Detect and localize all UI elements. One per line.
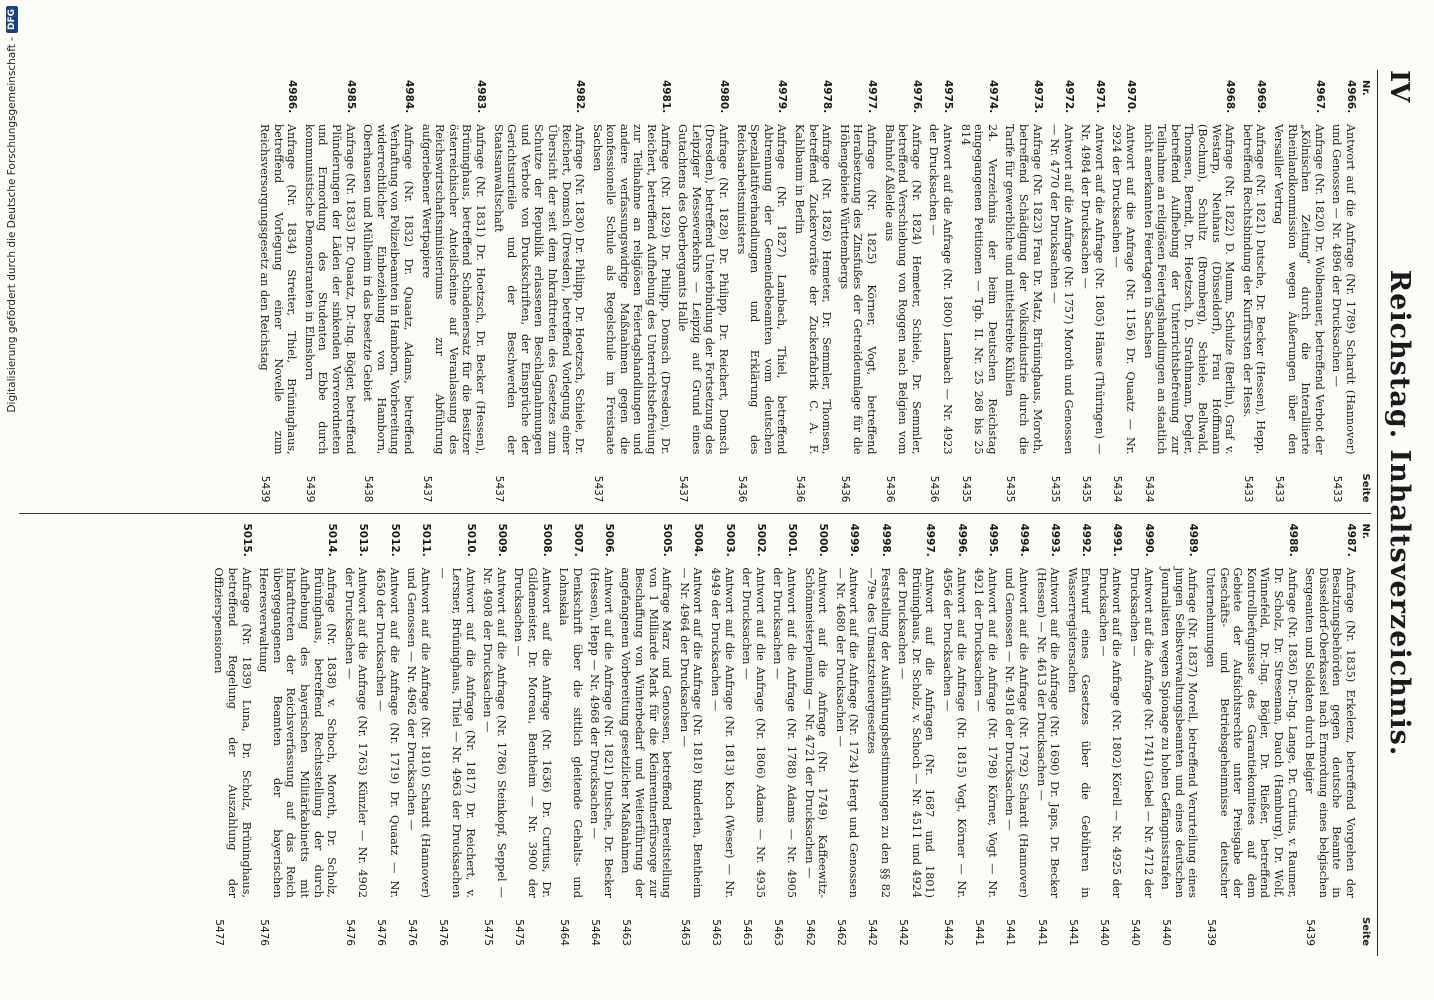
index-entry	[1048, 80, 1075, 503]
index-entry	[419, 80, 487, 503]
entry-text: Anfrage (Nr. 1836) Dr.-Ing. Lange, Dr. Curtius, v. Raumer, Dr. Scholz, Dr. Streseman, Dauch (Hamburg), Dr. Wolf, Winnefeld, Dr.-Ing. Bögler, Dr. Rießer, betreffend Kontrollbefugnisse des Garantiekomitees auf dem Gebiete der Aufsichtsrechte unter Preisgabe der Geschäfts- und Betriebsgeheimnisse deutscher Unternehmungen	[1204, 567, 1299, 898]
entry-text: Anfrage (Nr. 1828) Dr. Philipp, Dr. Reichert, Domsch (Dresden), betreffend Unterbindung der Fortsetzung des Leipziger Messeverkehrs — Leipzig auf Grund eines Gutachtens des Oberbergamts Halle	[676, 124, 731, 455]
credit-strip	[6, 0, 20, 1000]
entry-number: 4994.	[1017, 523, 1030, 557]
entry-number: 4966.	[1345, 80, 1357, 114]
index-entry	[361, 80, 415, 503]
entry-text: Anfrage (Nr. 1820) Dr. Wolbenauer, betreffend Verbot der „Kölnischen Zeitung“ durch die Interalliierte Rheinlandkommission wegen Äußerungen über den Versailler Vertrag	[1272, 124, 1326, 455]
entry-number: 5002.	[754, 523, 767, 557]
entry-page: 5433	[1241, 475, 1254, 503]
index-entry	[740, 524, 767, 947]
entry-number: 4990.	[1142, 523, 1155, 557]
index-entry	[927, 80, 954, 503]
entry-text: Antwort auf die Anfrage (Nr. 1763) Künzler — Nr. 4902 der Drucksachen —	[342, 567, 370, 898]
seite-label: Seite	[1360, 473, 1371, 503]
page-header	[1377, 70, 1424, 956]
entry-text: Anfrage (Nr. 1829) Dr. Philipp, Domsch (Dresden), Dr. Reichert, betreffend Aufhebung des Unterrichtsbefreiung zur Teilnahme an religiösen Feiertagshandlungen und andere verfassungswidrige Maßnahmen gegen die konfessionelle Schule als Regelschule im Freistaate Sachsen	[590, 124, 672, 455]
index-entry	[512, 524, 553, 947]
entry-page: 5463	[772, 919, 785, 946]
entry-number: 4978.	[821, 80, 834, 114]
index-entry	[882, 80, 923, 503]
entry-text: Antwort auf die Anfrage (Nr. 1821) Dutsche, Dr. Becker (Hessen), Hepp — Nr. 4968 der Drucksachen —	[588, 567, 615, 898]
entry-text: Antwort auf die Anfragen (Nr. 1687 und 1801) Brüninghaus, Dr. Scholz, v. Schoch — Nr. 4511 und 4924 der Drucksachen —	[896, 567, 937, 898]
entry-page: 5434	[1111, 475, 1124, 503]
index-entry	[436, 524, 477, 947]
index-entry	[958, 80, 999, 503]
entry-number: 4998.	[879, 523, 892, 557]
entry-page: 5476	[437, 919, 450, 946]
entry-text: 24. Verzeichnis der beim Deutschen Reichstag eingegangenen Petitionen — Tgb. II. Nr. 25 268 bis 25 814	[958, 124, 999, 455]
entry-number: 4976.	[910, 80, 923, 114]
entry-number: 4977.	[866, 80, 878, 114]
entry-page: 5463	[620, 919, 633, 946]
entry-page: 5437	[492, 475, 505, 503]
entry-number: 4967.	[1313, 80, 1326, 114]
entry-number: 5004.	[692, 523, 705, 557]
entry-text: Antwort auf die Anfrage (Nr. 1813) Koch (Weser) — Nr. 4949 der Drucksachen —	[709, 567, 736, 898]
column-header	[1357, 80, 1371, 503]
right-column	[19, 513, 1371, 957]
entry-text: Antwort auf die Anfrage (Nr. 1636) Dr. Curtius, Dr. Gildemeister, Dr. Moreau, Bentheim — Nr. 3900 der Drucksachen —	[512, 567, 553, 898]
entry-text: Antwort auf die Anfrage (Nr. 1690) Dr. Japs, Dr. Becker (Hessen) — Nr. 4613 der Drucksachen —	[1034, 567, 1062, 898]
index-entry	[940, 524, 967, 947]
entry-page: 5436	[735, 475, 748, 503]
entry-page: 5436	[794, 475, 807, 503]
index-entry	[212, 524, 253, 947]
left-column	[19, 70, 1371, 513]
index-entry	[619, 524, 673, 947]
entry-page: 5477	[213, 919, 226, 946]
entry-text: Antwort auf die Anfrage (Nr. 1805) Hänse (Thüringen) — Nr. 4984 der Drucksachen —	[1079, 124, 1106, 455]
entry-number: 5001.	[786, 523, 799, 557]
entry-number: 4969.	[1255, 80, 1268, 114]
entry-text: Anfrage (Nr. 1832) Dr. Quaatz, Adams, betreffend Verhaftung von Polizeibeamten in Hamborn, Vorbereitung widerrechtlicher Einbeziehung von Hamborn, Oberhausen und Mülheim in das besetzte Gebiet	[361, 124, 415, 455]
index-entry	[590, 80, 672, 503]
entry-text: Antwort auf die Anfrage (Nr. 1749) Kaffeewitz-Schönmeisterplenning — Nr. 4721 der Drucksachen —	[802, 567, 830, 898]
index-entry	[1141, 80, 1236, 503]
index-entry	[588, 524, 615, 947]
entry-text: Antwort auf die Anfrage (Nr. 1800) Lambach — Nr. 4923 der Drucksachen —	[927, 124, 954, 455]
entry-page: 5463	[710, 919, 723, 946]
index-entry	[342, 524, 369, 947]
entry-text: Anfrage (Nr. 1838) v. Schoch, Moroth, Dr. Scholz, Brüninghaus, betreffend Rechtsstellung der durch Aufhebung des bayerischen Militärkabinetts mit Inkrafttreten der Reichsverfassung auf das Reich übergegangenen Beamten der bayerischen Heeresverwaltung	[257, 567, 339, 898]
entry-text: Anfrage (Nr. 1839) Luna, Dr. Scholz, Brüninghaus, betreffend Regelung der Auszahlung der Offizierspensionen	[212, 567, 253, 898]
entry-number: 4995.	[986, 523, 999, 557]
index-entry	[837, 80, 878, 503]
entry-text: Feststellung der Ausführungsbestimmungen zu den §§ 82—79e des Umsatzsteuergesetzes	[865, 567, 892, 898]
entry-text: Anfrage (Nr. 1833) Dr. Quaatz, Dr.-Ing. Bögler, betreffend Plünderungen der Läden der sinkenden Vorverordneten und Ermordung des Studenten Ebbe durch kommunistische Demonstranten in Elmshorn	[302, 124, 357, 455]
entry-text: Antwort auf die Anfrage (Nr. 1156) Dr. Quaatz — Nr. 2924 der Drucksachen —	[1110, 124, 1138, 455]
nr-label: Nr.	[1360, 523, 1371, 540]
entry-number: 4988.	[1286, 523, 1299, 557]
entry-number: 4983.	[474, 80, 487, 114]
entry-page: 5476	[375, 919, 387, 946]
entry-page: 5433	[1273, 475, 1286, 503]
entry-number: 4992.	[1080, 523, 1093, 557]
entry-page: 5434	[1142, 475, 1155, 503]
entry-number: 4970.	[1125, 80, 1138, 114]
index-entry	[1303, 524, 1357, 947]
entry-number: 5012.	[388, 523, 401, 557]
entry-text: Anfrage (Nr. 1834) Streiter, Thiel, Brüninghaus, betreffend Vorlegung einer Novelle zum Reichsversorgungsgesetz an den Reichstag	[258, 124, 299, 455]
entry-text: Antwort auf die Anfrage (Nr. 1817) Dr. Reichert, v. Lersner, Brüninghaus, Thiel — Nr. 4963 der Drucksachen —	[436, 567, 477, 898]
entry-number: 4984.	[403, 80, 415, 114]
entry-list	[208, 524, 1357, 947]
index-entry	[481, 524, 508, 947]
entry-page: 5463	[741, 919, 754, 946]
index-entry	[677, 524, 704, 947]
entry-text: Anfrage (Nr. 1825) Körner, Vogt, betreffend Herabsetzung des Zinsfußes der Getreideumlage für die Höhengebiete Württembergs	[837, 124, 878, 455]
index-entry	[771, 524, 798, 947]
entry-text: Anfrage (Nr. 1837) Morell, betreffend Verurteilung eines jungen Selbstverwaltungsbeamten und eines deutschen Journalisten wegen Spionage zu hohen Gefängnisstrafen	[1159, 567, 1200, 898]
entry-number: 4986.	[286, 80, 299, 114]
entry-text: Denkschrift über die sittlich gleitende Gehalts- und Lohnskala	[557, 567, 584, 898]
entry-text: Anfrage (Nr. 1824) Hemeter, Schiele, Dr. Semmler, betreffend Verschiebung von Roggen nach Belgien vom Bahnhof Aßlelde aus	[882, 124, 923, 455]
entry-number: 5015.	[240, 523, 253, 557]
entry-page: 5438	[362, 475, 375, 503]
entry-number: 4991.	[1111, 523, 1124, 557]
seite-label: Seite	[1360, 917, 1371, 946]
entry-page: 5437	[420, 475, 433, 503]
entry-page: 5441	[1035, 919, 1048, 946]
index-entry	[1240, 80, 1267, 503]
index-entry	[373, 524, 400, 947]
entry-number: 4985.	[344, 80, 357, 114]
index-entry	[1079, 80, 1106, 503]
entry-page: 5435	[1080, 475, 1093, 503]
entry-number: 4982.	[574, 80, 587, 114]
entry-page: 5441	[973, 919, 986, 946]
entry-page: 5435	[1004, 475, 1017, 503]
index-entry	[802, 524, 829, 947]
index-entry	[1159, 524, 1200, 947]
entry-number: 5000.	[817, 523, 830, 557]
entry-text: Anfrage (Nr. 1831) Dr. Hoetzsch, Dr. Becker (Hessen), Brüninghaus, betreffend Schadenersatz für die Besitzer österreichischer Anteilscheine auf Veranlassung des Reichswirtschaftsministeriums zur Abführung aufgeriebener Wertpapiere	[419, 124, 487, 455]
entry-number: 4979.	[776, 80, 789, 114]
index-entry	[792, 80, 833, 503]
entry-text: Anfrage (Nr. 1826) Hemeter, Dr. Semmler, Thomsen, betreffend Zuckervorräte der Zuckerfabrik C. A. F. Kahlbaum in Berlin	[793, 124, 834, 455]
entry-text: Antwort auf die Anfrage (Nr. 1719) Dr. Quaatz — Nr. 4650 der Drucksachen —	[374, 567, 401, 898]
entry-page: 5440	[1097, 919, 1110, 946]
entry-text: Anfrage (Nr. 1822) D. Mumm, Schulze (Berlin), Graf v. Westarp, Neuhaus (Düsseldorf), Frau Hoffmann (Bochum), Schultz (Bromberg), Schiele, Bellwald, Thomsen, Berndt, Dr. Hoetzsch, D. Strathmann, Degler, betreffend Aufhebung der Unterrichtsbefreiung zur Teilnahme an religiösen Feiertagshandlungen an staatlich nicht anerkannten Feiertagen in Sachsen	[1141, 124, 1237, 455]
entry-text: Antwort auf die Anfrage (Nr. 1810) Schardt (Hannover) und Genossen — Nr. 4962 der Drucksachen —	[405, 567, 432, 898]
entry-number: 4999.	[848, 523, 861, 557]
index-entry	[1110, 80, 1137, 503]
index-entry	[864, 524, 891, 947]
index-entry	[896, 524, 937, 947]
index-entry	[1003, 524, 1030, 947]
entry-text: Anfrage (Nr. 1827) Lambach, Thiel, betreffend Abtrennung der Gemeindebeamten vom deutschen Speziallatifverhandlungen und Erklärung des Reichsarbeitsministers	[734, 124, 789, 455]
entry-list	[253, 80, 1357, 503]
entry-page: 5462	[803, 919, 816, 946]
index-entry	[1003, 80, 1044, 503]
entry-page: 5462	[834, 919, 847, 946]
entry-text: Antwort auf die Anfrage (Nr. 1786) Steinkopf, Seppel — Nr. 4908 der Drucksachen —	[481, 567, 508, 898]
entry-page: 5437	[591, 475, 604, 503]
entry-text: Antwort auf die Anfrage (Nr. 1798) Körner, Vogt — Nr. 4921 der Drucksachen —	[972, 567, 999, 898]
entry-number: 5005.	[661, 523, 674, 557]
index-entry	[491, 80, 586, 503]
entry-page: 5436	[838, 475, 851, 503]
entry-number: 5003.	[723, 523, 736, 557]
index-entry	[972, 524, 999, 947]
credit-text: Digitalisierung gefördert durch die Deutsche Forschungsgemeinschaft -	[6, 37, 18, 413]
index-entry	[1065, 524, 1092, 947]
index-entry	[1096, 524, 1123, 947]
entry-number: 4972.	[1062, 80, 1075, 114]
entry-number: 4981.	[659, 80, 672, 114]
entry-number: 4997.	[924, 523, 937, 557]
entry-page: 5433	[1331, 475, 1344, 503]
entry-page: 5475	[482, 919, 495, 946]
index-entry	[1203, 524, 1298, 947]
entry-text: Antwort auf die Anfrage (Nr. 1741) Giebel — Nr. 4712 der Drucksachen —	[1128, 567, 1155, 898]
entry-text: Antwort auf die Anfrage (Nr. 1815) Vogt, Körner — Nr. 4956 der Drucksachen —	[940, 567, 968, 898]
entry-page: 5439	[303, 475, 316, 503]
entry-text: Antwort auf die Anfrage (Nr. 1789) Schardt (Hannover) und Genossen — Nr. 4896 der Drucksachen —	[1330, 124, 1357, 455]
index-entry	[1034, 524, 1061, 947]
index-entry	[833, 524, 860, 947]
entry-page: 5464	[589, 919, 602, 946]
entry-page: 5463	[678, 919, 691, 946]
entry-number: 4987.	[1345, 523, 1357, 557]
entry-page: 5435	[1049, 475, 1062, 503]
index-entry	[557, 524, 584, 947]
entry-text: Antwort auf die Anfrage (Nr. 1757) Moroth und Genossen — Nr. 4770 der Drucksachen —	[1048, 124, 1075, 455]
entry-page: 5436	[928, 475, 941, 503]
entry-page: 5442	[897, 919, 910, 946]
entry-number: 4974.	[986, 80, 999, 114]
entry-page: 5440	[1129, 919, 1142, 946]
entry-number: 4973.	[1031, 80, 1044, 114]
entry-number: 5011.	[419, 523, 432, 557]
entry-text: Antwort auf die Anfrage (Nr. 1818) Rinderlen, Bentheim — Nr. 4964 der Drucksachen —	[677, 567, 705, 898]
entry-number: 4996.	[955, 523, 968, 557]
index-entry	[302, 80, 356, 503]
index-entry	[257, 80, 298, 503]
index-entry	[1128, 524, 1155, 947]
entry-number: 5014.	[326, 523, 339, 557]
index-entry	[1330, 80, 1357, 503]
entry-number: 4989.	[1187, 523, 1200, 557]
entry-page: 5441	[1066, 919, 1079, 946]
entry-text: Anfrage (Nr. 1830) Dr. Philipp, Dr. Hoetzsch, Schiele, Dr. Reichert, Domsch (Dresden), betreffend Vorlegung einer Übersicht der seit dem Inkrafttreten des Gesetzes zum Schutze der Republik erlassenen Beschlagnahmungen und Verbote von Druckschriften, der Einsprüche der Gerichtsurteile und der Beschwerden der Staatsanwaltschaft	[491, 124, 587, 455]
page-number: IV	[1384, 70, 1414, 103]
entry-text: Antwort auf die Anfrage (Nr. 1724) Hergt und Genossen — Nr. 4680 der Drucksachen —	[833, 567, 861, 898]
index-columns	[19, 70, 1371, 956]
index-entry	[257, 524, 339, 947]
entry-page: 5476	[406, 919, 419, 946]
entry-page: 5475	[513, 919, 526, 946]
entry-text: Anfrage (Nr. 1835) Erkelenz, betreffend Vorgehen der Besatzungsbehörden gegen deutsche Beamte in Düsseldorf-Oberkassel nach Ermordung eines belgischen Sergeanten und Soldaten durch Belgier	[1303, 567, 1357, 898]
entry-number: 5007.	[571, 523, 584, 557]
index-entry	[676, 80, 730, 503]
entry-page: 5437	[677, 475, 690, 503]
entry-page: 5439	[1205, 919, 1218, 946]
index-entry	[1271, 80, 1325, 503]
index-entry	[734, 80, 788, 503]
entry-page: 5442	[941, 919, 954, 946]
entry-number: 4993.	[1049, 523, 1062, 557]
entry-number: 4980.	[718, 80, 731, 114]
entry-text: Antwort auf die Anfrage (Nr. 1792) Schardt (Hannover) und Genossen — Nr. 4918 der Drucksachen —	[1003, 567, 1030, 898]
entry-page: 5439	[1304, 919, 1317, 946]
entry-number: 5006.	[602, 523, 615, 557]
entry-page: 5441	[1004, 919, 1017, 946]
entry-text: Antwort auf die Anfrage (Nr. 1788) Adams — Nr. 4905 der Drucksachen —	[771, 567, 799, 898]
entry-text: Anfrage Marz und Genossen, betreffend Bereitstellung von 1 Milliarde Mark für die Kleinrentnerfürsorge zur Beschaffung von Winterbedarf und Weiterführung der angefangenen Vorbereitung gesetzlicher Maßnahmen	[619, 567, 674, 898]
entry-text: Anfrage (Nr. 1823) Frau Dr. Matz, Brüninghaus, Moroth, betreffend Schädigung der Volksindustrie durch die Tarife für gewerbliche und mittelstrebte Kühlen	[1003, 124, 1044, 455]
entry-number: 5010.	[464, 523, 477, 557]
entry-number: 4968.	[1224, 80, 1237, 114]
index-entry	[708, 524, 735, 947]
entry-page: 5442	[866, 919, 878, 946]
entry-page: 5440	[1160, 919, 1173, 946]
entry-number: 5008.	[540, 523, 553, 557]
entry-number: 5013.	[357, 523, 370, 557]
entry-text: Anfrage (Nr. 1821) Dutsche, Dr. Becker (Hessen), Hepp, betreffend Rechtsbindung der Kurfürsten der Hess.	[1240, 124, 1268, 455]
entry-text: Antwort auf die Anfrage (Nr. 1806) Adams — Nr. 4935 der Drucksachen —	[740, 567, 767, 898]
entry-text: Antwort auf die Anfrage (Nr. 1802) Körell — Nr. 4925 der Drucksachen —	[1096, 567, 1124, 898]
entry-page: 5436	[883, 475, 896, 503]
index-entry	[405, 524, 432, 947]
entry-number: 4971.	[1093, 80, 1106, 114]
dfg-logo: DFG	[6, 6, 18, 33]
entry-number: 5009.	[495, 523, 508, 557]
page-title: Reichstag. Inhaltsverzeichnis.	[1384, 269, 1415, 757]
entry-page: 5464	[558, 919, 571, 946]
entry-text: Entwurf eines Gesetzes über die Gebühren in Wasserregistersachen	[1065, 567, 1093, 898]
entry-page: 5476	[343, 919, 356, 946]
column-header	[1357, 524, 1371, 947]
entry-page: 5476	[258, 919, 271, 946]
nr-label: Nr.	[1360, 80, 1371, 96]
entry-page: 5439	[259, 475, 272, 503]
entry-number: 4975.	[941, 80, 954, 114]
entry-page: 5435	[959, 475, 972, 503]
